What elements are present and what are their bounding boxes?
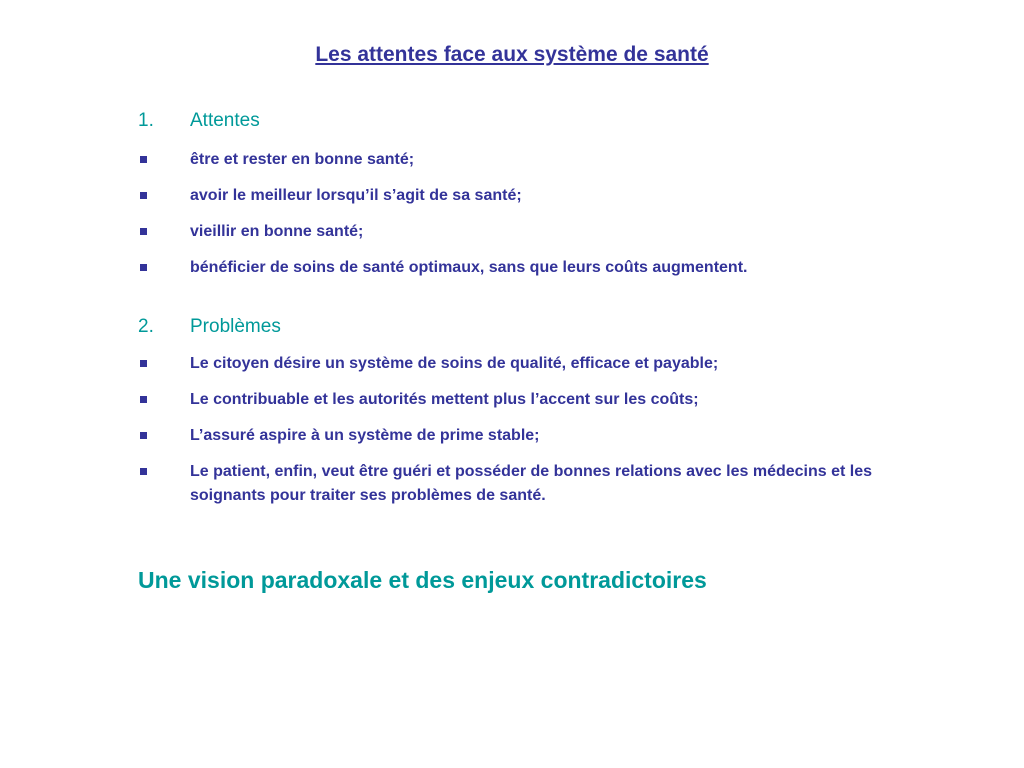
- section-heading-attentes: [138, 110, 260, 132]
- list-item-text: L’assuré aspire à un système de prime stable;: [190, 427, 540, 444]
- section-heading-label: Problèmes: [190, 316, 281, 337]
- list-item-text: Le contribuable et les autorités mettent plus l’accent sur les coûts;: [190, 391, 699, 408]
- list-item: [138, 424, 898, 448]
- square-bullet-icon: [140, 156, 147, 163]
- section-heading-problemes: [138, 316, 281, 338]
- list-item-text: être et rester en bonne santé;: [190, 151, 415, 168]
- list-item: [138, 256, 898, 280]
- square-bullet-icon: [140, 432, 147, 439]
- list-item: [138, 148, 898, 172]
- square-bullet-icon: [140, 192, 147, 199]
- square-bullet-icon: [140, 360, 147, 367]
- section-number: 2.: [138, 316, 154, 337]
- list-item: [138, 460, 898, 508]
- square-bullet-icon: [140, 396, 147, 403]
- list-item: [138, 388, 898, 412]
- list-item: [138, 184, 898, 208]
- list-item-text: vieillir en bonne santé;: [190, 223, 364, 240]
- square-bullet-icon: [140, 468, 147, 475]
- conclusion-text: Une vision paradoxale et des enjeux contradictoires: [138, 567, 707, 593]
- list-item-text: Le patient, enfin, veut être guéri et posséder de bonnes relations avec les médecins et les soignants pour traiter ses problèmes de santé.: [190, 463, 873, 504]
- section-heading-label: Attentes: [190, 110, 260, 131]
- list-item-text: Le citoyen désire un système de soins de qualité, efficace et payable;: [190, 355, 719, 372]
- list-item-text: bénéficier de soins de santé optimaux, sans que leurs coûts augmentent.: [190, 259, 748, 276]
- list-item-text: avoir le meilleur lorsqu’il s’agit de sa santé;: [190, 187, 522, 204]
- square-bullet-icon: [140, 228, 147, 235]
- list-item: [138, 220, 898, 244]
- square-bullet-icon: [140, 264, 147, 271]
- list-item: [138, 352, 898, 376]
- page-title: Les attentes face aux système de santé: [315, 43, 709, 66]
- section-number: 1.: [138, 110, 154, 131]
